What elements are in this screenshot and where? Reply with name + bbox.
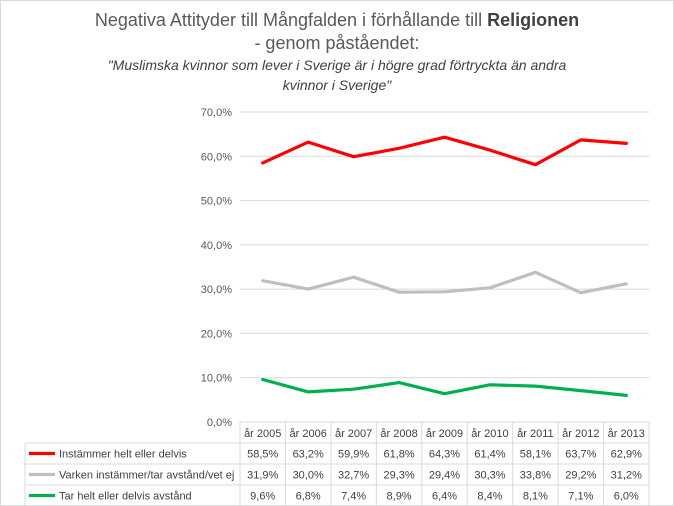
data-label: 7,4% xyxy=(341,490,367,503)
y-tick-label: 0,0% xyxy=(206,417,232,429)
y-tick-label: 30,0% xyxy=(200,284,232,297)
chart-subtitle-line1: "Muslimska kvinnor som lever i Sverige är i högre grad förtryckta än andra xyxy=(107,57,567,73)
data-label: 31,2% xyxy=(610,469,642,482)
chart-title-prefix: Negativa Attityder till Mångfalden i förhållande till xyxy=(94,10,488,30)
chart-title-line2: - genom påståendet: xyxy=(254,33,420,53)
data-label: 30,0% xyxy=(292,469,324,482)
y-tick-label: 60,0% xyxy=(200,151,232,164)
data-label: 63,2% xyxy=(292,448,324,461)
data-label: 7,1% xyxy=(568,490,594,503)
data-label: 8,9% xyxy=(386,490,412,503)
y-tick-label: 50,0% xyxy=(200,195,232,208)
data-label: 61,4% xyxy=(474,448,506,461)
data-label: 58,1% xyxy=(519,448,551,461)
x-tick-label: år 2012 xyxy=(562,428,600,440)
chart-title-bold: Religionen xyxy=(487,10,580,30)
x-tick-label: år 2006 xyxy=(289,428,327,440)
gridlines xyxy=(240,112,649,378)
data-label: 29,4% xyxy=(428,469,461,482)
y-tick-label: 10,0% xyxy=(200,372,232,385)
data-label: 64,3% xyxy=(428,448,461,461)
series-line xyxy=(263,380,627,396)
legend-label: Varken instämmer/tar avstånd/vet ej xyxy=(59,469,235,482)
data-label: 6,8% xyxy=(295,490,321,503)
data-label: 29,2% xyxy=(565,469,597,482)
x-tick-label: år 2013 xyxy=(607,428,645,440)
data-label: 59,9% xyxy=(338,448,370,461)
x-tick-label: år 2005 xyxy=(244,428,282,440)
legend-label: Tar helt eller delvis avstånd xyxy=(59,490,192,503)
chart-subtitle-line2: kvinnor i Sverige" xyxy=(282,77,392,93)
data-label: 61,8% xyxy=(383,448,415,461)
y-tick-label: 20,0% xyxy=(200,328,232,341)
data-label: 63,7% xyxy=(565,448,597,461)
x-tick-label: år 2009 xyxy=(425,428,464,440)
series-line xyxy=(263,137,627,165)
data-label: 58,5% xyxy=(247,448,279,461)
x-tick-label: år 2008 xyxy=(380,428,418,440)
data-label: 31,9% xyxy=(247,469,279,482)
data-label: 62,9% xyxy=(610,448,642,461)
y-axis xyxy=(201,107,232,429)
data-label: 33,8% xyxy=(519,469,551,482)
data-label: 8,1% xyxy=(522,490,548,503)
x-tick-label: år 2010 xyxy=(471,428,509,440)
data-label: 9,6% xyxy=(250,490,276,503)
x-tick-label: år 2011 xyxy=(517,428,554,440)
data-table xyxy=(25,422,649,506)
data-label: 6,4% xyxy=(431,490,458,503)
series-lines xyxy=(263,137,627,395)
data-label: 8,4% xyxy=(477,490,503,503)
data-label: 30,3% xyxy=(474,469,506,482)
data-label: 32,7% xyxy=(338,469,370,482)
x-tick-label: år 2007 xyxy=(334,428,373,440)
y-tick-label: 70,0% xyxy=(200,107,232,119)
legend-label: Instämmer helt eller delvis xyxy=(59,448,187,461)
data-label: 29,3% xyxy=(383,469,415,482)
data-label: 6,0% xyxy=(613,490,639,503)
y-tick-label: 40,0% xyxy=(200,239,232,252)
